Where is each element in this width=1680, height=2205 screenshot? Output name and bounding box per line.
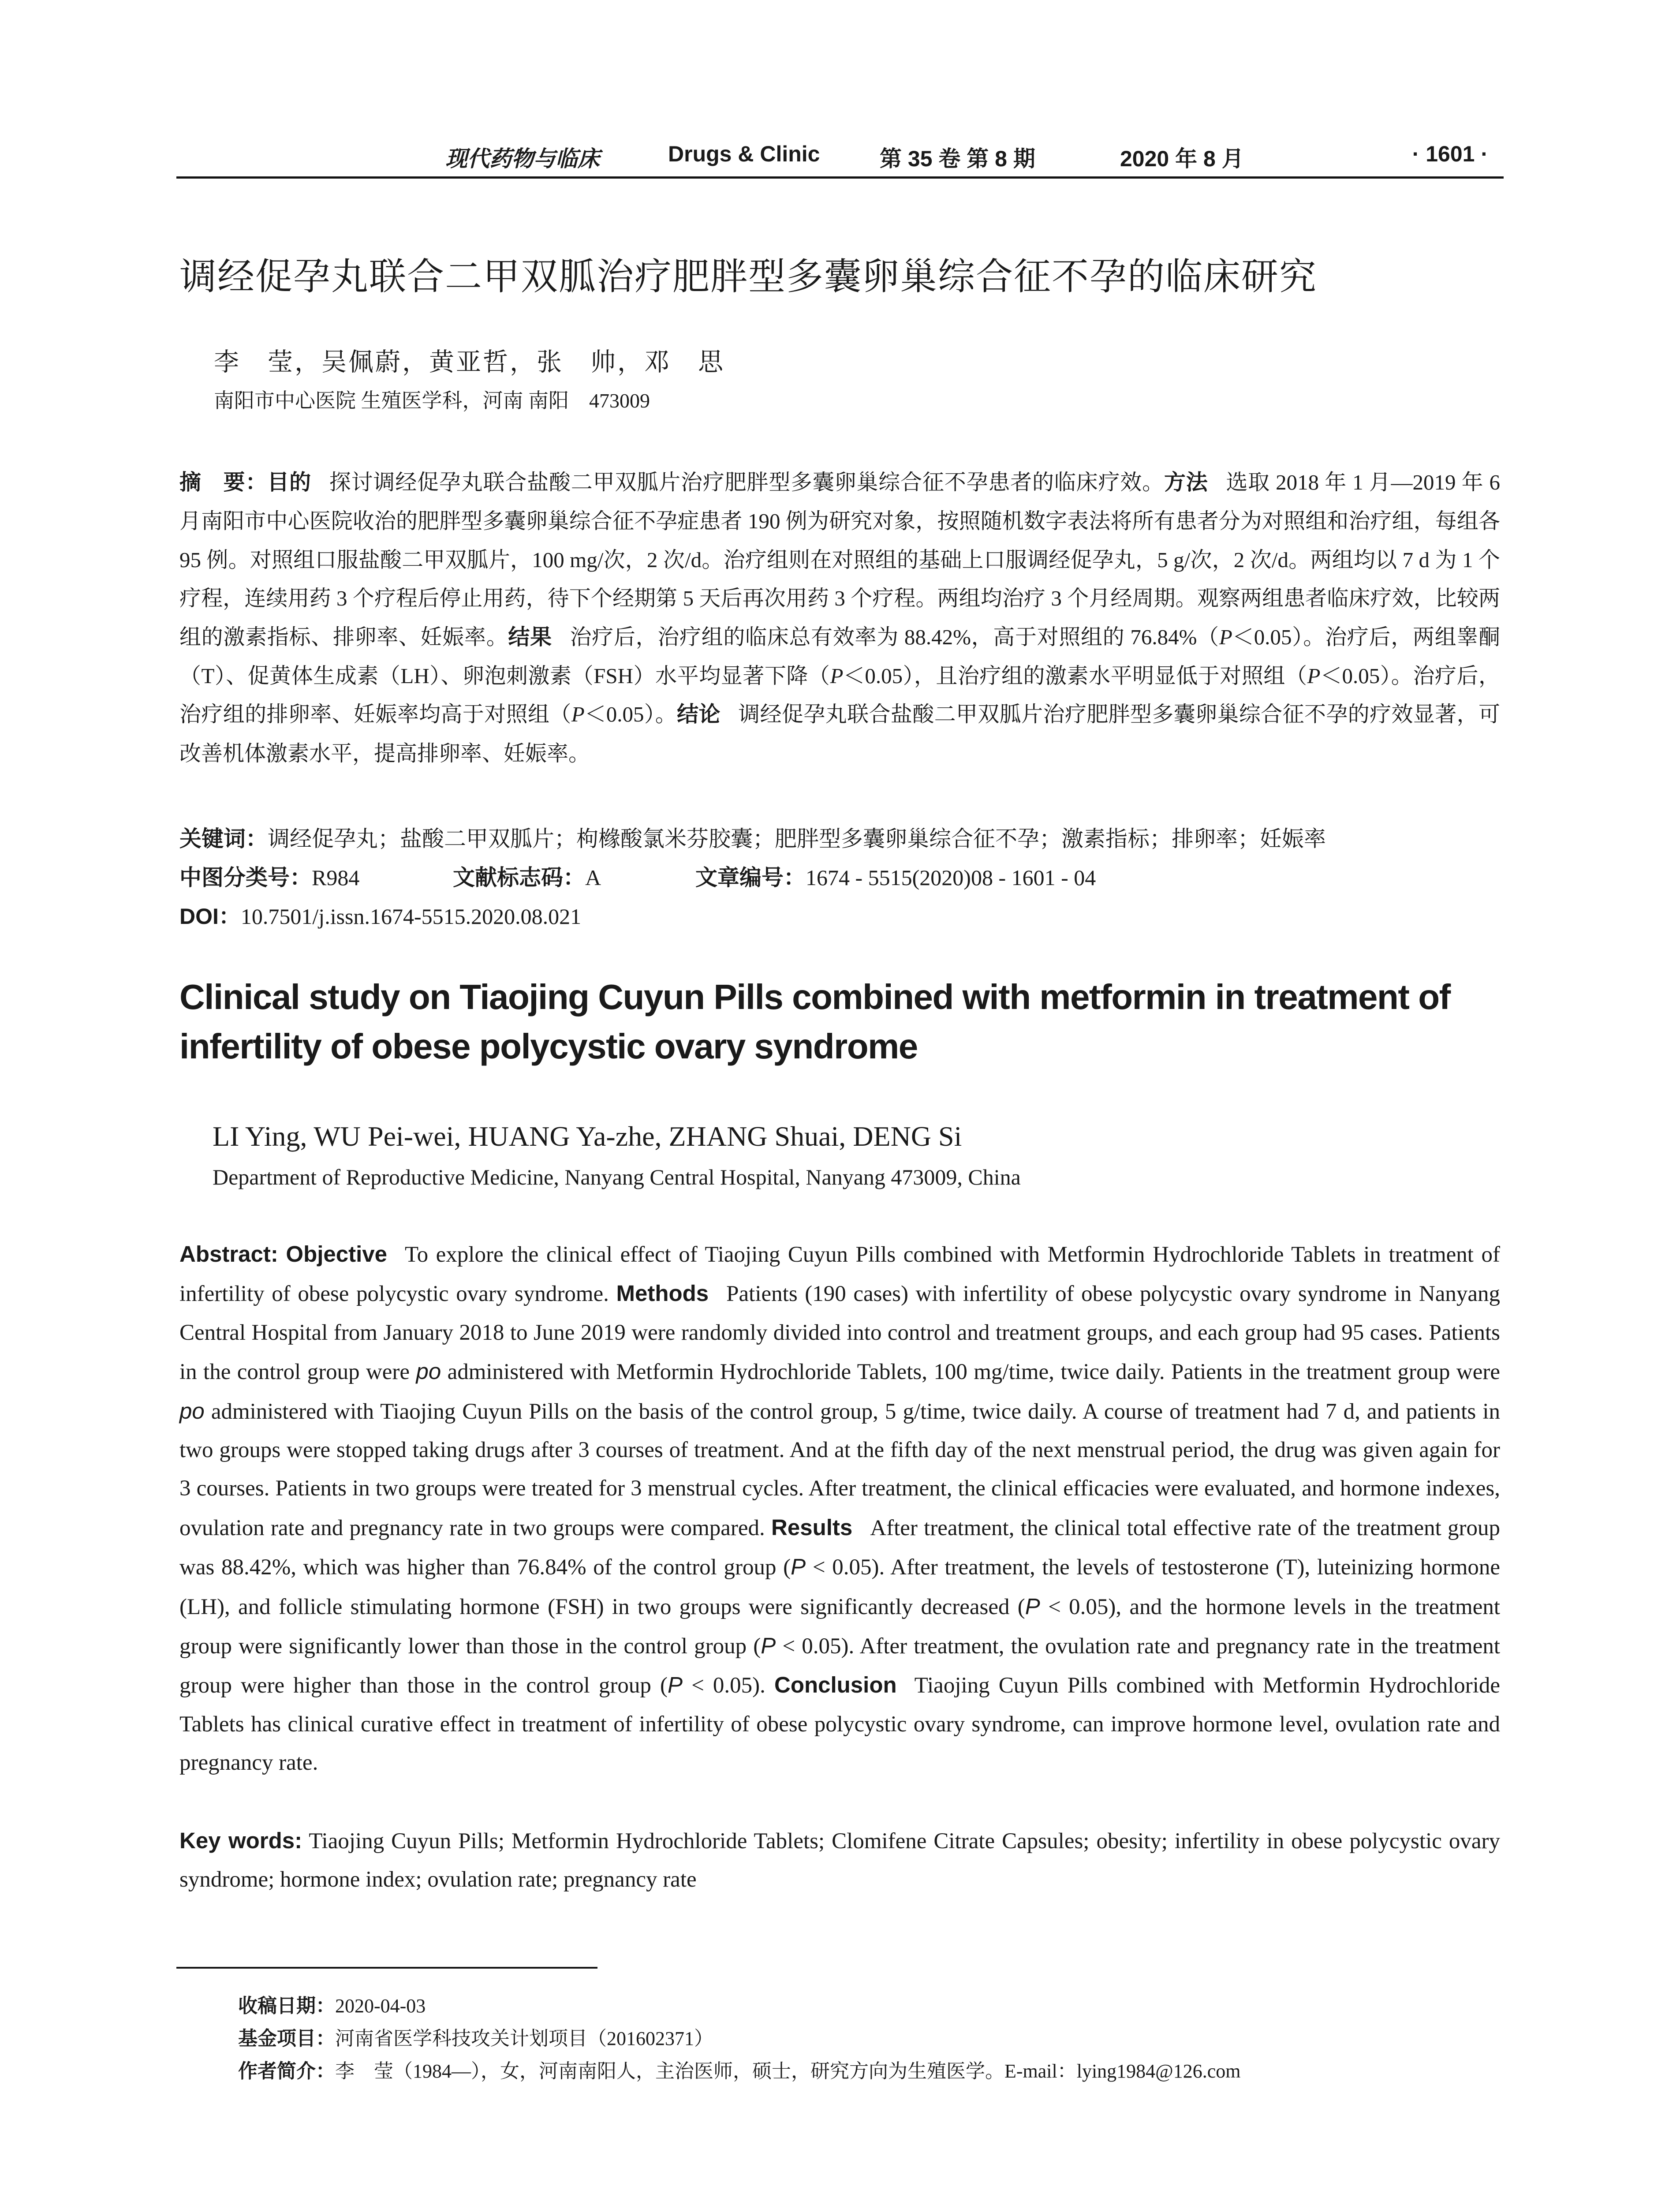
results-text-en-b: < 0.05). After treatment, the levels of testosterone (T), luteinizing hormone (LH), and follicle stimulating hormone (FSH) in two groups were significantly decreased ( bbox=[179, 1555, 1500, 1619]
fund-label: 基金项目： bbox=[238, 2028, 335, 2049]
conclusion-text-cn: 调经促孕丸联合盐酸二甲双胍片治疗肥胖型多囊卵巢综合征不孕的疗效显著，可改善机体激素水平，提高排卵率、妊娠率。 bbox=[179, 702, 1500, 766]
results-text-en-e: < 0.05). bbox=[691, 1673, 765, 1698]
conclusion-text-en: Tiaojing Cuyun Pills combined with Metformin Hydrochloride Tablets has clinical curative effect in treatment of infertility of obese polycystic ovary syndrome, can improve hormone level, ovulation rate and pregnancy rate. bbox=[179, 1673, 1501, 1775]
results-text-en-d: < 0.05). After treatment, the ovulation rate and pregnancy rate in the treatment group were higher than those in the control group ( bbox=[179, 1634, 1500, 1698]
abstract-en bbox=[179, 1235, 1500, 1783]
running-header bbox=[176, 141, 1504, 176]
p-value-symbol: P bbox=[761, 1633, 776, 1659]
p-value-symbol: P bbox=[1307, 664, 1321, 688]
doc-code-value: A bbox=[585, 865, 601, 890]
journal-name-en: Drugs & Clinic bbox=[668, 142, 820, 166]
abstract-label-en: Abstract: bbox=[179, 1241, 278, 1267]
issue-date: 2020 年 8 月 bbox=[1120, 146, 1244, 171]
keywords-text-cn: 调经促孕丸；盐酸二甲双胍片；枸橼酸氯米芬胶囊；肥胖型多囊卵巢综合征不孕；激素指标；排卵率；妊娠率 bbox=[268, 826, 1326, 851]
class-number-value: R984 bbox=[312, 865, 360, 890]
results-text-cn-c: ＜0.05），且治疗组的激素水平明显低于对照组（ bbox=[843, 664, 1307, 688]
header-rule bbox=[176, 176, 1504, 179]
abstract-label-cn: 摘 要： bbox=[179, 471, 268, 494]
doi-label: DOI： bbox=[179, 904, 241, 929]
objective-label-cn: 目的 bbox=[267, 471, 311, 494]
page-number: · 1601 · bbox=[1412, 142, 1488, 166]
article-number-label: 文章编号： bbox=[695, 865, 806, 890]
doc-code-label: 文献标志码： bbox=[453, 865, 585, 890]
author-bio-label: 作者简介： bbox=[238, 2060, 335, 2082]
authors-cn: 李 莹，吴佩蔚，黄亚哲，张 帅，邓 思 bbox=[214, 348, 725, 377]
objective-label-en: Objective bbox=[286, 1241, 388, 1267]
route-po: po bbox=[416, 1359, 441, 1384]
journal-name-cn: 现代药物与临床 bbox=[445, 146, 600, 172]
methods-text-en-a: Patients (190 cases) with infertility of obese polycystic ovary syndrome in Nanyang Central Hospital from January 2018 to June 2019 were randomly divided into control and treatment groups, and each group had 95 cases. Patients in the control group were bbox=[179, 1282, 1500, 1385]
class-number-label: 中图分类号： bbox=[179, 865, 312, 890]
keywords-label-cn: 关键词： bbox=[179, 826, 268, 851]
author-bio-text: 李 莹（1984—），女，河南南阳人，主治医师，硕士，研究方向为生殖医学。E-mail：lying1984@126.com bbox=[335, 2060, 1241, 2082]
methods-text-en-c: administered with Tiaojing Cuyun Pills on the basis of the control group, 5 g/time, twice daily. A course of treatment had 7 d, and patients in two groups were stopped taking drugs after 3 courses of treatment. And at the fifth day of the next menstrual period, the drug was given again for 3 courses. Patients in two groups were treated for 3 menstrual cycles. After treatment, the clinical efficacies were evaluated, and hormone indexes, ovulation rate and pregnancy rate in two groups were compared. bbox=[179, 1399, 1500, 1540]
article-number-value: 1674 - 5515(2020)08 - 1601 - 04 bbox=[806, 865, 1096, 890]
results-text-en-c: < 0.05), and the hormone levels in the treatment group were significantly lower than those in the control group ( bbox=[179, 1594, 1500, 1659]
keywords-cn bbox=[179, 821, 1326, 853]
volume-issue: 第 35 卷 第 8 期 bbox=[880, 146, 1035, 171]
results-label-en: Results bbox=[771, 1514, 853, 1540]
keywords-text-en: Tiaojing Cuyun Pills; Metformin Hydrochloride Tablets; Clomifene Citrate Capsules; obesity; infertility in obese polycystic ovary syndrome; hormone index; ovulation rate; pregnancy rate bbox=[179, 1829, 1500, 1892]
p-value-symbol: P bbox=[667, 1672, 683, 1698]
methods-text-en-b: administered with Metformin Hydrochloride Tablets, 100 mg/time, twice daily. Patients in the treatment group were bbox=[447, 1360, 1501, 1385]
received-date: 2020-04-03 bbox=[335, 1995, 426, 2017]
abstract-cn bbox=[179, 463, 1500, 773]
results-text-cn-b: ＜0.05）。治疗后，两组睾酮（T）、促黄体生成素（LH）、卵泡刺激素（FSH）水平均显著下降（ bbox=[179, 624, 1500, 688]
results-text-cn-d: ＜0.05）。治疗后，治疗组的排卵率、妊娠率均高于对照组（ bbox=[179, 664, 1500, 727]
objective-text-en: To explore the clinical effect of Tiaojing Cuyun Pills combined with Metformin Hydrochloride Tablets in treatment of infertility of obese polycystic ovary syndrome. bbox=[179, 1242, 1500, 1307]
p-value-symbol: P bbox=[1219, 624, 1232, 649]
results-text-cn-a: 治疗后，治疗组的临床总有效率为 88.42%，高于对照组的 76.84%（ bbox=[569, 624, 1219, 649]
results-text-cn-e: ＜0.05）。 bbox=[584, 702, 677, 727]
footnote-fund bbox=[238, 2022, 713, 2051]
p-value-symbol: P bbox=[1025, 1593, 1040, 1619]
footnote-received bbox=[238, 1990, 426, 2018]
fund-text: 河南省医学科技攻关计划项目（201602371） bbox=[335, 2028, 713, 2049]
footnote-author bbox=[238, 2055, 1240, 2083]
received-label: 收稿日期： bbox=[238, 1995, 335, 2017]
affiliation-en: Department of Reproductive Medicine, Nanyang Central Hospital, Nanyang 473009, China bbox=[213, 1165, 1021, 1189]
p-value-symbol: P bbox=[791, 1554, 806, 1580]
methods-label-en: Methods bbox=[616, 1281, 709, 1306]
methods-label-cn: 方法 bbox=[1164, 471, 1208, 494]
keywords-en bbox=[179, 1821, 1500, 1899]
title-en: Clinical study on Tiaojing Cuyun Pills combined with metformin in treatment of infertility of obese polycystic ovary syndrome bbox=[179, 977, 1450, 1066]
conclusion-label-cn: 结论 bbox=[677, 703, 721, 727]
doi-line bbox=[179, 899, 581, 931]
route-po: po bbox=[179, 1398, 205, 1424]
conclusion-label-en: Conclusion bbox=[774, 1672, 897, 1698]
results-text-en-a: After treatment, the clinical total effective rate of the treatment group was 88.42%, which was higher than 76.84% of the control group ( bbox=[179, 1515, 1501, 1580]
objective-text-cn: 探讨调经促孕丸联合盐酸二甲双胍片治疗肥胖型多囊卵巢综合征不孕患者的临床疗效。 bbox=[329, 470, 1164, 494]
doi-link[interactable]: 10.7501/j.issn.1674-5515.2020.08.021 bbox=[240, 904, 582, 929]
footnote-rule bbox=[176, 1967, 597, 1969]
title-cn: 调经促孕丸联合二甲双胍治疗肥胖型多囊卵巢综合征不孕的临床研究 bbox=[179, 256, 1318, 297]
classification-line bbox=[179, 860, 1096, 892]
results-label-cn: 结果 bbox=[508, 625, 552, 649]
p-value-symbol: P bbox=[571, 702, 585, 727]
authors-en: LI Ying, WU Pei-wei, HUANG Ya-zhe, ZHANG Shuai, DENG Si bbox=[213, 1121, 962, 1152]
p-value-symbol: P bbox=[830, 664, 844, 688]
affiliation-cn: 南阳市中心医院 生殖医学科，河南 南阳 473009 bbox=[214, 389, 650, 412]
methods-text-cn: 选取 2018 年 1 月—2019 年 6 月南阳市中心医院收治的肥胖型多囊卵巢综合征不孕症患者 190 例为研究对象，按照随机数字表法将所有患者分为对照组和治疗组，每组各 95 例。对照组口服盐酸二甲双胍片，100 mg/次，2 次/d。治疗组则在对照组的基础上口服调经促孕丸，5 g/次，2 次/d。两组均以 7 d 为 1 个疗程，连续用药 3 个疗程后停止用药，待下个经期第 5 天后再次用药 3 个疗程。两组均治疗 3 个月经周期。观察两组患者临床疗效，比较两组的激素指标、排卵率、妊娠率。 bbox=[179, 470, 1500, 649]
keywords-label-en: Key words: bbox=[179, 1828, 302, 1853]
